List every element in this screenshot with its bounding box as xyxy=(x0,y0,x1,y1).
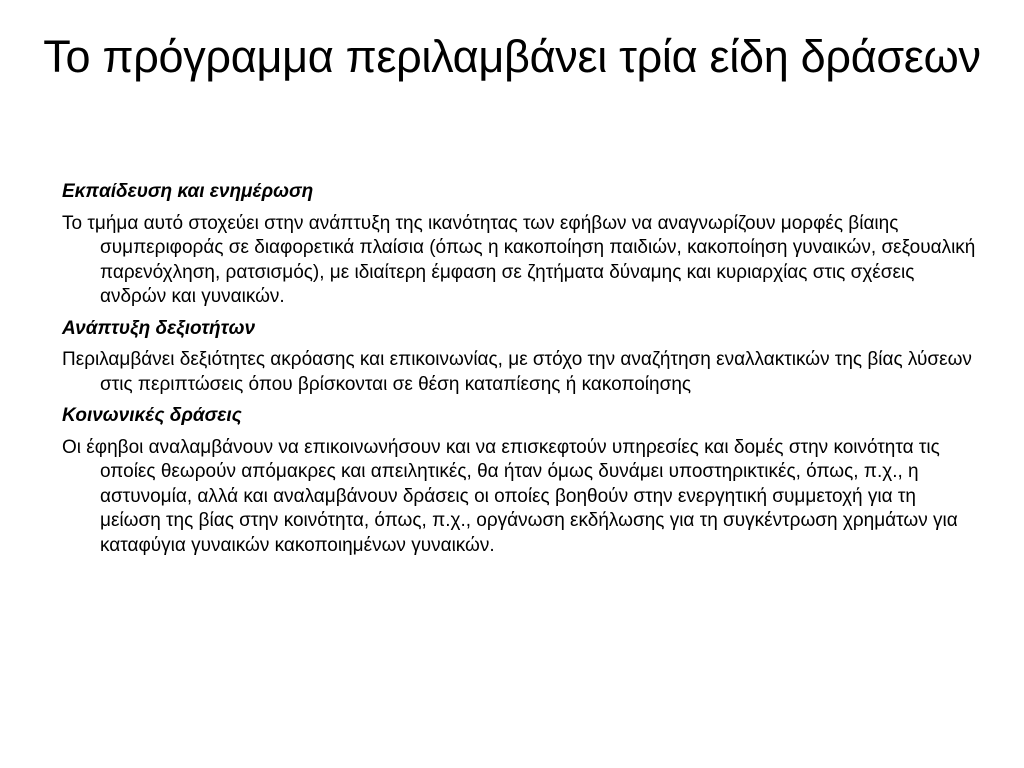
section-heading-social-actions: Κοινωνικές δράσεις xyxy=(62,405,242,426)
slide-content xyxy=(62,180,977,565)
section-body-education: Το τμήμα αυτό στοχεύει στην ανάπτυξη της ικανότητας των εφήβων να αναγνωρίζουν μορφές βίαιης συμπεριφοράς σε διαφορετικά πλαίσια (όπως η κακοποίηση παιδιών, κακοποίηση γυναικών, σεξουαλική παρενόχληση, ρατσισμός), με ιδιαίτερη έμφαση σε ζητήματα δύναμης και κυριαρχίας στις σχέσεις ανδρών και γυναικών. xyxy=(62,212,976,307)
section-body-skills: Περιλαμβάνει δεξιότητες ακρόασης και επικοινωνίας, με στόχο την αναζήτηση εναλλακτικών της βίας λύσεων στις περιπτώσεις όπου βρίσκονται σε θέση καταπίεσης ή κακοποίησης xyxy=(62,349,972,395)
section-body-social-actions: Οι έφηβοι αναλαμβάνουν να επικοινωνήσουν και να επισκεφτούν υπηρεσίες και δομές στην κοινότητα τις οποίες θεωρούν απόμακρες και απειλητικές, θα ήταν όμως δυνάμει υποστηρικτικές, όπως, π.χ., η αστυνομία, αλλά και αναλαμβάνουν δράσεις οι οποίες βοηθούν στην ενεργητική συμμετοχή για τη μείωση της βίας στην κοινότητα, όπως, π.χ., οργάνωση εκδήλωσης για τη συγκέντρωση χρημάτων για καταφύγια γυναικών κακοποιημένων γυναικών. xyxy=(62,436,958,556)
section-education xyxy=(62,180,977,310)
section-heading-education: Εκπαίδευση και ενημέρωση xyxy=(62,181,314,202)
section-heading-skills: Ανάπτυξη δεξιοτήτων xyxy=(62,317,256,339)
slide-title: Το πρόγραμμα περιλαμβάνει τρία είδη δράσεων xyxy=(43,31,981,82)
section-social-actions xyxy=(62,404,977,558)
section-skills xyxy=(62,317,977,398)
